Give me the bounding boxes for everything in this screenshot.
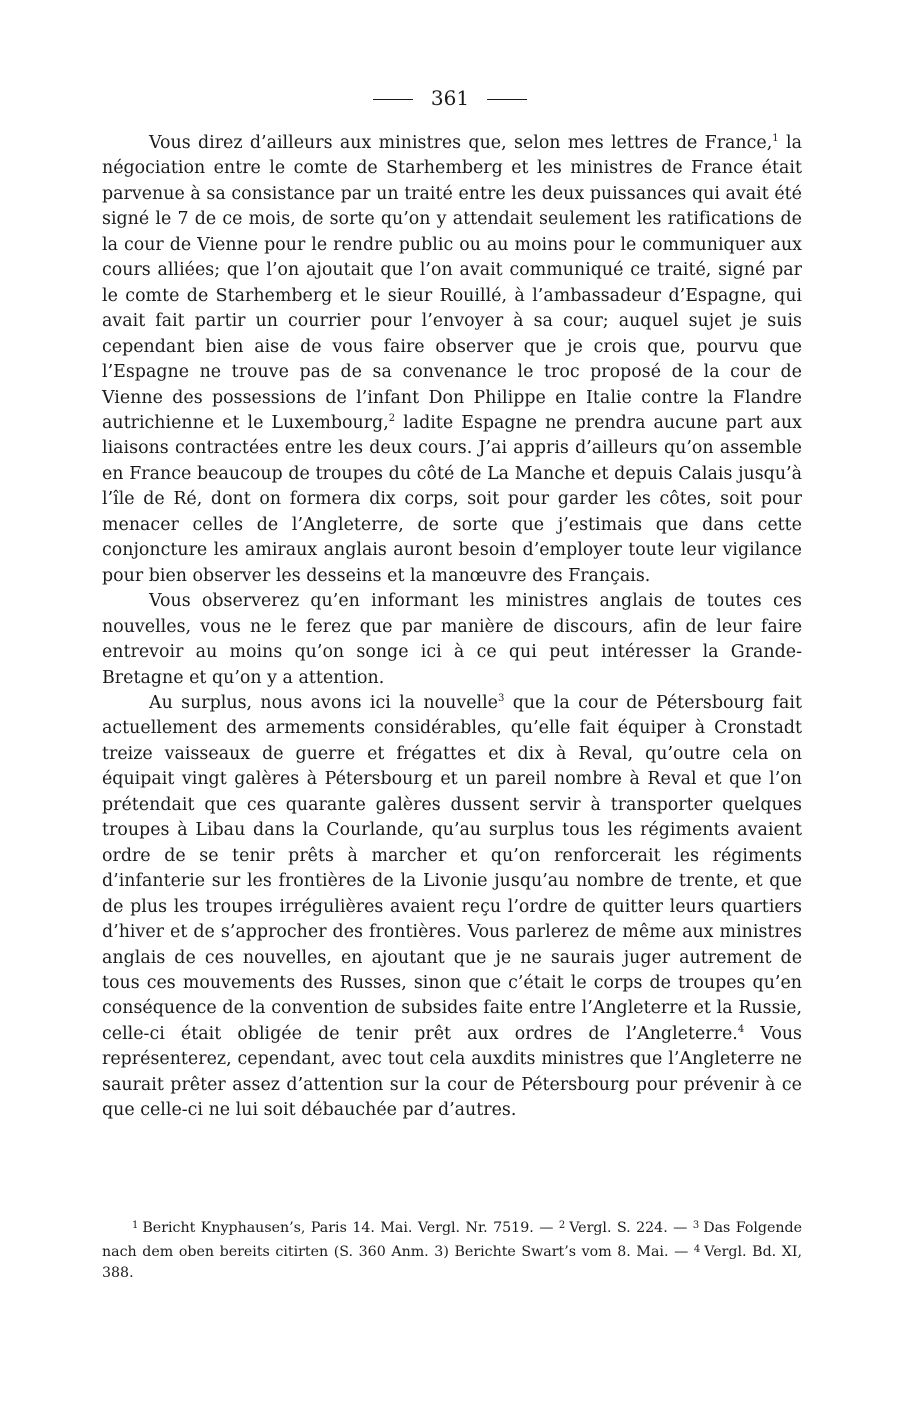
- paragraph-1-part-2: la négociation entre le comte de Starhemberg et les ministres de France était parvenue à sa consistance par un traité entre les deux puissances qui avait été signé le 7 de ce mois, de sorte qu’on y attendait seulement les ratifications de la cour de Vienne pour le rendre public ou au moins pour le communiquer aux cours alliées; que l’on ajoutait que l’on avait communiqué ce traité, signé par le comte de Starhemberg et le sieur Rouillé, à l’ambassadeur d’Espagne, qui avait fait partir un courrier pour l’envoyer à sa cour; auquel sujet je suis cependant bien aise de vous faire observer que je crois que, pourvu que l’Espagne ne trouve pas de sa convenance le troc proposé de la cour de Vienne des possessions de l’infant Don Philippe en Italie contre la Flandre autrichienne et le Luxembourg,: [102, 133, 802, 433]
- footnote-text-2: Vergl. S. 224. —: [569, 1220, 688, 1236]
- header-dash-right: [487, 99, 527, 100]
- footnote-mark-1: 1: [132, 1220, 139, 1231]
- paragraph-1: [102, 131, 802, 589]
- footnote-text-3: Das Folgende nach dem oben bereits citirten (S. 360 Anm. 3) Berichte Swart’s vom 8. Mai. —: [102, 1220, 803, 1260]
- footnote-ref-1: 1: [772, 133, 779, 144]
- paragraph-3: [102, 691, 802, 1124]
- paragraph-3-part-1: Au surplus, nous avons ici la nouvelle: [149, 692, 498, 713]
- page-header: [0, 84, 900, 112]
- footnote-ref-2: 2: [388, 412, 396, 424]
- footnotes: [102, 1215, 802, 1284]
- paragraph-3-part-2: que la cour de Pétersbourg fait actuellement des armements considérables, qu’elle fait équiper à Cronstadt treize vaisseaux de guerre et frégattes et dix à Reval, qu’outre cela on équipait vingt galères à Pétersbourg et un pareil nombre à Reval et que l’on prétendait que ces quarante galères dussent servir à transporter quelques troupes à Libau dans la Courlande, qu’au surplus tous les régiments avaient ordre de se tenir prêts à marcher et qu’on renforcerait les régiments d’infanterie sur les frontières de la Livonie jusqu’au nombre de trente, et que de plus les troupes irrégulières avaient reçu l’ordre de quitter leurs quartiers d’hiver et de s’approcher des frontières. Vous parlerez de même aux ministres anglais de ces nouvelles, en ajoutant que je ne saurais juger autrement de tous ces mouvements des Russes, sinon que c’était le corps de troupes qu’en conséquence de la convention de subsides faite entre l’Angleterre et la Russie, celle-ci était obligée de tenir prêt aux ordres de l’Angleterre.: [102, 692, 802, 1044]
- paragraph-1-part-3: ladite Espagne ne prendra aucune part aux liaisons contractées entre les deux cours. J’ai appris d’ailleurs qu’on assemble en France beaucoup de troupes du côté de La Manche et depuis Calais jusqu’à l’île de Ré, dont on formera dix corps, soit pour garder les côtes, soit pour menacer celles de l’Angleterre, de sorte que j’estimais que dans cette conjoncture les amiraux anglais auront besoin d’employer toute leur vigilance pour bien observer les desseins et la manœuvre des Français.: [102, 412, 802, 586]
- paragraph-3-part-3: Vous représenterez, cependant, avec tout cela auxdits ministres que l’Angleterre ne saurait prêter assez d’attention sur la cour de Pétersbourg pour prévenir à ce que celle-ci ne lui soit débauchée par d’autres.: [102, 1023, 802, 1121]
- footnote-text-4: Vergl. Bd. XI, 388.: [102, 1244, 802, 1281]
- footnote-mark-2: 2: [558, 1220, 566, 1231]
- header-dash-left: [373, 99, 413, 100]
- footnote-line-1: [102, 1215, 802, 1284]
- paragraph-2-part-1: Vous observerez qu’en informant les ministres anglais de toutes ces nouvelles, vous ne le ferez que par manière de discours, afin de leur faire entrevoir au moins qu’on songe ici à ce qui peut intéresser la Grande-Bretagne et qu’on y a attention.: [102, 591, 802, 688]
- paragraph-1-part-1: Vous direz d’ailleurs aux ministres que, selon mes lettres de France,: [149, 133, 773, 153]
- footnote-ref-4: 4: [737, 1023, 745, 1035]
- footnote-mark-3: 3: [692, 1220, 700, 1231]
- footnote-ref-3: 3: [498, 692, 505, 704]
- main-text: [102, 131, 802, 1124]
- paragraph-2: [102, 589, 802, 691]
- page-number: 361: [430, 86, 470, 110]
- footnote-text-1: Bericht Knyphausen’s, Paris 14. Mai. Vergl. Nr. 7519. —: [142, 1220, 554, 1236]
- footnote-mark-4: 4: [693, 1244, 701, 1255]
